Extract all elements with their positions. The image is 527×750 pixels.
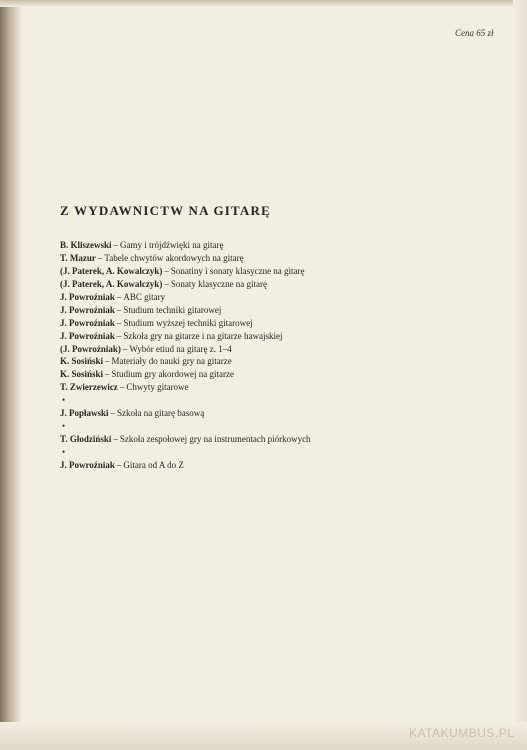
publication-item [60,343,500,356]
publication-item [60,239,500,252]
dash-separator: – [116,317,122,328]
publication-item [60,330,500,343]
publication-item [60,252,500,265]
publication-author: J. Powroźniak [60,304,115,315]
dash-separator: – [116,291,122,302]
dash-separator: – [110,408,116,419]
publication-title: Gitara od A do Z [123,459,184,470]
publication-item [60,278,500,291]
publication-title: Materiały do nauki gry na gitarze [111,356,232,367]
dash-separator: – [97,252,103,263]
publication-item [60,368,500,381]
bullet-separator: • [62,395,66,406]
publication-item [60,317,500,330]
publication-title: Szkoła gry na gitarze i na gitarze hawajskiej [123,330,283,341]
publication-title: Studium techniki gitarowej [123,304,222,315]
dash-separator: – [164,278,169,289]
publication-list [60,239,500,472]
dash-separator: – [116,459,122,470]
price-label: Cena 65 zł [455,28,494,38]
publication-title: Gamy i trójdźwięki na gitarę [120,240,224,250]
top-edge-shadow [0,0,527,7]
dash-separator: – [164,265,169,276]
publication-title: Tabele chwytów akordowych na gitarę [104,252,244,263]
publication-item [60,291,500,304]
publication-item [60,304,500,317]
dash-separator: – [105,356,110,367]
publication-author: K. Sosiński [60,369,104,380]
dash-separator: – [116,330,122,341]
catalog-heading: Z WYDAWNICTW NA GITARĘ [60,203,271,218]
publication-author: (J. Paterek, A. Kowalczyk) [60,278,163,289]
publication-item [60,433,500,446]
dash-separator: – [119,382,125,393]
bullet-separator: • [62,421,66,432]
publication-author: J. Popławski [60,408,109,419]
publication-item [60,407,500,420]
dash-separator: – [105,369,110,380]
publication-author: J. Powroźniak [60,317,115,328]
publication-item [60,355,500,368]
bullet-separator: • [62,447,66,457]
publication-author: (J. Powroźniak) [60,343,121,354]
publication-author: T. Głodziński [60,434,112,445]
publication-item [60,459,500,472]
publication-item [60,265,500,278]
publication-author: B. Kliszewski [60,240,112,250]
binding-shadow [0,0,22,750]
publication-title: Sonaty klasyczne na gitarę [170,278,268,289]
publication-author: K. Sosiński [60,356,104,367]
publication-author: (J. Paterek, A. Kowalczyk) [60,265,163,276]
publication-author: T. Mazur [60,252,96,263]
publication-title: Studium gry akordowej na gitarze [111,369,234,380]
publication-title: Szkoła zespołowej gry na instrumentach piórkowych [119,434,311,445]
publication-author: T. Zwierzewicz [60,382,118,393]
publication-title: Sonatiny i sonaty klasyczne na gitarę [170,265,305,276]
dash-separator: – [113,434,118,445]
watermark: KATAKUMBUS.PL [409,726,515,740]
publication-title: Szkoła na gitarę basową [117,408,205,419]
publication-title: Chwyty gitarowe [126,382,189,393]
dash-separator: – [116,304,122,315]
publication-author: J. Powroźniak [60,459,115,470]
publication-item [60,381,500,394]
publication-title: Wybór etiud na gitarę z. 1–4 [129,343,232,354]
publication-title: ABC gitary [123,291,166,302]
publication-title: Studium wyższej techniki gitarowej [123,317,253,328]
dash-separator: – [113,240,119,250]
publication-author: J. Powroźniak [60,291,115,302]
dash-separator: – [122,343,128,354]
right-page-edge [513,0,527,750]
publication-author: J. Powroźniak [60,330,115,341]
